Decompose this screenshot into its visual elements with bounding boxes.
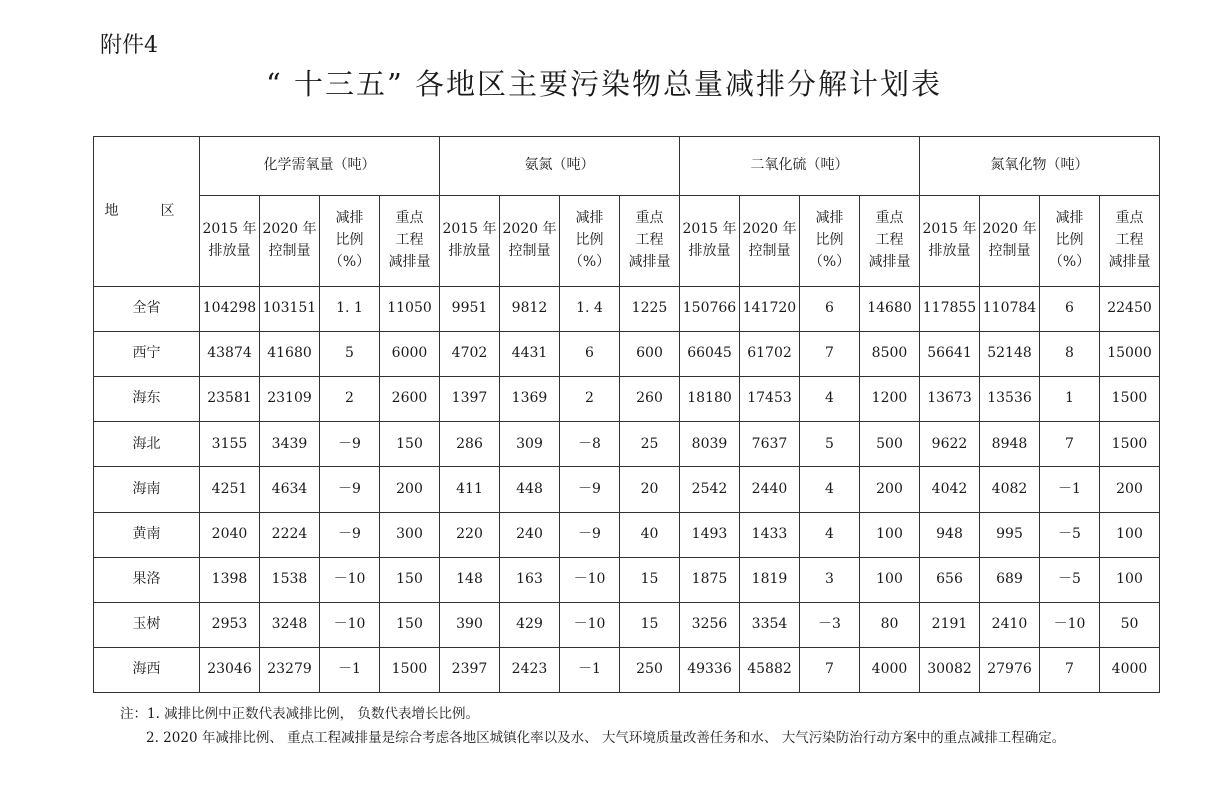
value-cell: －10 (560, 557, 620, 602)
sub-header-line: 控制量 (748, 243, 791, 259)
value-cell: 6 (1040, 287, 1100, 332)
value-cell: 43874 (200, 332, 260, 377)
sub-header-line: 控制量 (508, 243, 551, 259)
value-cell: 1819 (740, 557, 800, 602)
value-cell: －10 (560, 602, 620, 647)
value-cell: 100 (860, 557, 920, 602)
table-row (94, 512, 1160, 557)
sub-header-line: 控制量 (988, 243, 1031, 259)
value-cell: 7 (800, 647, 860, 692)
value-cell: 1200 (860, 377, 920, 422)
value-cell: 23109 (260, 377, 320, 422)
note-2: 2. 2020 年减排比例、 重点工程减排量是综合考虑各地区城镇化率以及水、 大气环境质量改善任务和水、 大气污染防治行动方案中的重点减排工程确定。 (146, 730, 1066, 746)
sub-header-line: 控制量 (268, 243, 311, 259)
sub-header (1040, 196, 1100, 287)
value-cell: －10 (320, 602, 380, 647)
value-cell: 61702 (740, 332, 800, 377)
region-column-header: 地 区 (94, 137, 200, 287)
sub-header-line: （%） (1048, 253, 1091, 270)
region-cell: 全省 (94, 287, 200, 332)
region-cell: 海东 (94, 377, 200, 422)
notes (120, 702, 1065, 750)
sub-header-line: 2015 年 (682, 221, 737, 238)
value-cell: －5 (1040, 512, 1100, 557)
sub-header-line: 减排 (815, 210, 844, 227)
value-cell: 300 (380, 512, 440, 557)
value-cell: 4042 (920, 467, 980, 512)
table-row (94, 332, 1160, 377)
value-cell: 150 (380, 557, 440, 602)
sub-header-line: 排放量 (448, 243, 491, 259)
value-cell: 80 (860, 602, 920, 647)
value-cell: 56641 (920, 332, 980, 377)
group-header: 氨氮（吨） (440, 137, 680, 196)
region-cell: 海西 (94, 647, 200, 692)
value-cell: 3256 (680, 602, 740, 647)
value-cell: 150 (380, 602, 440, 647)
value-cell: 3248 (260, 602, 320, 647)
value-cell: 14680 (860, 287, 920, 332)
sub-header (980, 196, 1040, 287)
sub-header-line: 2020 年 (502, 221, 557, 238)
sub-header-line: 2020 年 (982, 221, 1037, 238)
value-cell: 117855 (920, 287, 980, 332)
sub-header (320, 196, 380, 287)
value-cell: 4000 (860, 647, 920, 692)
value-cell: 40 (620, 512, 680, 557)
value-cell: 1500 (380, 647, 440, 692)
value-cell: 4 (800, 377, 860, 422)
sub-header-line: 比例 (1055, 232, 1084, 249)
sub-header (860, 196, 920, 287)
value-cell: －9 (320, 512, 380, 557)
value-cell: －1 (560, 647, 620, 692)
sub-header (380, 196, 440, 287)
value-cell: 2423 (500, 647, 560, 692)
value-cell: 9622 (920, 422, 980, 467)
value-cell: 200 (380, 467, 440, 512)
value-cell: 150 (380, 422, 440, 467)
value-cell: 6 (560, 332, 620, 377)
value-cell: 30082 (920, 647, 980, 692)
table-row (94, 287, 1160, 332)
value-cell: 1. 4 (560, 287, 620, 332)
value-cell: 240 (500, 512, 560, 557)
value-cell: 411 (440, 467, 500, 512)
sub-header-line: 减排 (575, 210, 604, 227)
region-cell: 海北 (94, 422, 200, 467)
value-cell: 5 (800, 422, 860, 467)
value-cell: 429 (500, 602, 560, 647)
value-cell: 1493 (680, 512, 740, 557)
value-cell: 4082 (980, 467, 1040, 512)
sub-header-line: 2020 年 (742, 221, 797, 238)
sub-header-line: 排放量 (928, 243, 971, 259)
value-cell: 995 (980, 512, 1040, 557)
sub-header-line: 2020 年 (262, 221, 317, 238)
value-cell: 8948 (980, 422, 1040, 467)
value-cell: 49336 (680, 647, 740, 692)
sub-header (560, 196, 620, 287)
value-cell: －10 (1040, 602, 1100, 647)
value-cell: 1369 (500, 377, 560, 422)
value-cell: 7 (1040, 422, 1100, 467)
sub-header-line: 比例 (815, 232, 844, 249)
value-cell: 2 (560, 377, 620, 422)
sub-header (740, 196, 800, 287)
value-cell: －9 (560, 512, 620, 557)
value-cell: 1500 (1100, 377, 1160, 422)
value-cell: 948 (920, 512, 980, 557)
value-cell: 3 (800, 557, 860, 602)
value-cell: 9812 (500, 287, 560, 332)
sub-header-line: 比例 (575, 232, 604, 249)
region-cell: 黄南 (94, 512, 200, 557)
value-cell: 11050 (380, 287, 440, 332)
value-cell: 141720 (740, 287, 800, 332)
value-cell: 163 (500, 557, 560, 602)
value-cell: 500 (860, 422, 920, 467)
sub-header (1100, 196, 1160, 287)
sub-header-line: 2015 年 (442, 221, 497, 238)
sub-header-line: 减排量 (1108, 253, 1151, 270)
value-cell: 1397 (440, 377, 500, 422)
sub-header (440, 196, 500, 287)
region-cell: 海南 (94, 467, 200, 512)
value-cell: 5 (320, 332, 380, 377)
value-cell: 23279 (260, 647, 320, 692)
table-row (94, 422, 1160, 467)
value-cell: 2440 (740, 467, 800, 512)
value-cell: 13536 (980, 377, 1040, 422)
value-cell: 2410 (980, 602, 1040, 647)
value-cell: 13673 (920, 377, 980, 422)
value-cell: 2600 (380, 377, 440, 422)
value-cell: 4251 (200, 467, 260, 512)
sub-header-line: 排放量 (688, 243, 731, 259)
sub-header-line: 减排 (1055, 210, 1084, 227)
value-cell: 23581 (200, 377, 260, 422)
group-header: 二氧化硫（吨） (680, 137, 920, 196)
table-row (94, 467, 1160, 512)
value-cell: 15000 (1100, 332, 1160, 377)
note-1: 注：1. 减排比例中正数代表减排比例， 负数代表增长比例。 (120, 706, 479, 722)
value-cell: 2397 (440, 647, 500, 692)
sub-header-line: 工程 (1115, 232, 1144, 249)
value-cell: 100 (1100, 557, 1160, 602)
value-cell: 309 (500, 422, 560, 467)
sub-header (200, 196, 260, 287)
page-title: “ 十三五” 各地区主要污染物总量减排分解计划表 (265, 67, 943, 101)
value-cell: 8500 (860, 332, 920, 377)
value-cell: 17453 (740, 377, 800, 422)
value-cell: 8039 (680, 422, 740, 467)
value-cell: 25 (620, 422, 680, 467)
value-cell: 66045 (680, 332, 740, 377)
value-cell: 15 (620, 557, 680, 602)
sub-header-line: 重点 (1115, 210, 1144, 227)
value-cell: －9 (560, 467, 620, 512)
value-cell: 23046 (200, 647, 260, 692)
value-cell: －10 (320, 557, 380, 602)
value-cell: 150766 (680, 287, 740, 332)
sub-header-line: 排放量 (208, 243, 251, 259)
value-cell: 220 (440, 512, 500, 557)
value-cell: 103151 (260, 287, 320, 332)
value-cell: 20 (620, 467, 680, 512)
value-cell: 104298 (200, 287, 260, 332)
value-cell: 260 (620, 377, 680, 422)
sub-header-line: （%） (328, 253, 371, 270)
sub-header-line: 工程 (395, 232, 424, 249)
value-cell: 3155 (200, 422, 260, 467)
value-cell: 448 (500, 467, 560, 512)
value-cell: 9951 (440, 287, 500, 332)
value-cell: －1 (320, 647, 380, 692)
value-cell: 1500 (1100, 422, 1160, 467)
sub-header-line: 减排量 (388, 253, 431, 270)
value-cell: 200 (1100, 467, 1160, 512)
value-cell: 6000 (380, 332, 440, 377)
value-cell: －9 (320, 422, 380, 467)
table-row (94, 647, 1160, 692)
sub-header-line: 比例 (335, 232, 364, 249)
value-cell: 3354 (740, 602, 800, 647)
value-cell: 1398 (200, 557, 260, 602)
value-cell: 600 (620, 332, 680, 377)
sub-header-line: 减排量 (628, 253, 671, 270)
value-cell: 45882 (740, 647, 800, 692)
sub-header-line: 减排 (335, 210, 364, 227)
value-cell: 1. 1 (320, 287, 380, 332)
value-cell: －1 (1040, 467, 1100, 512)
region-cell: 玉树 (94, 602, 200, 647)
emission-plan-table (93, 136, 1160, 693)
sub-header-line: （%） (568, 253, 611, 270)
value-cell: 1 (1040, 377, 1100, 422)
value-cell: 4431 (500, 332, 560, 377)
value-cell: 4000 (1100, 647, 1160, 692)
value-cell: 4634 (260, 467, 320, 512)
region-cell: 西宁 (94, 332, 200, 377)
value-cell: 15 (620, 602, 680, 647)
value-cell: 2040 (200, 512, 260, 557)
value-cell: 100 (1100, 512, 1160, 557)
sub-header (620, 196, 680, 287)
value-cell: 22450 (1100, 287, 1160, 332)
value-cell: 7 (800, 332, 860, 377)
value-cell: 286 (440, 422, 500, 467)
value-cell: －3 (800, 602, 860, 647)
value-cell: 4 (800, 512, 860, 557)
value-cell: 8 (1040, 332, 1100, 377)
value-cell: 390 (440, 602, 500, 647)
sub-header (680, 196, 740, 287)
sub-header-line: 重点 (395, 210, 424, 227)
sub-header-line: 重点 (875, 210, 904, 227)
sub-header (800, 196, 860, 287)
sub-header (260, 196, 320, 287)
sub-header-line: 2015 年 (922, 221, 977, 238)
value-cell: 18180 (680, 377, 740, 422)
group-header: 氮氧化物（吨） (920, 137, 1160, 196)
value-cell: 7 (1040, 647, 1100, 692)
value-cell: 656 (920, 557, 980, 602)
sub-header-line: （%） (808, 253, 851, 270)
value-cell: 7637 (740, 422, 800, 467)
attachment-label: 附件4 (100, 33, 158, 58)
value-cell: 110784 (980, 287, 1040, 332)
value-cell: 41680 (260, 332, 320, 377)
table-row (94, 377, 1160, 422)
table-row (94, 557, 1160, 602)
value-cell: －5 (1040, 557, 1100, 602)
table-row (94, 602, 1160, 647)
value-cell: 689 (980, 557, 1040, 602)
value-cell: 1538 (260, 557, 320, 602)
value-cell: 4 (800, 467, 860, 512)
value-cell: 2191 (920, 602, 980, 647)
region-cell: 果洛 (94, 557, 200, 602)
value-cell: 2224 (260, 512, 320, 557)
value-cell: －8 (560, 422, 620, 467)
value-cell: 200 (860, 467, 920, 512)
sub-header-line: 2015 年 (202, 221, 257, 238)
sub-header-line: 减排量 (868, 253, 911, 270)
value-cell: 1225 (620, 287, 680, 332)
value-cell: －9 (320, 467, 380, 512)
value-cell: 52148 (980, 332, 1040, 377)
value-cell: 1433 (740, 512, 800, 557)
value-cell: 1875 (680, 557, 740, 602)
value-cell: 50 (1100, 602, 1160, 647)
value-cell: 250 (620, 647, 680, 692)
value-cell: 2953 (200, 602, 260, 647)
sub-header (920, 196, 980, 287)
value-cell: 100 (860, 512, 920, 557)
value-cell: 148 (440, 557, 500, 602)
sub-header (500, 196, 560, 287)
value-cell: 4702 (440, 332, 500, 377)
sub-header-line: 重点 (635, 210, 664, 227)
group-header: 化学需氧量（吨） (200, 137, 440, 196)
value-cell: 27976 (980, 647, 1040, 692)
value-cell: 3439 (260, 422, 320, 467)
value-cell: 2 (320, 377, 380, 422)
value-cell: 6 (800, 287, 860, 332)
value-cell: 2542 (680, 467, 740, 512)
sub-header-line: 工程 (635, 232, 664, 249)
sub-header-line: 工程 (875, 232, 904, 249)
